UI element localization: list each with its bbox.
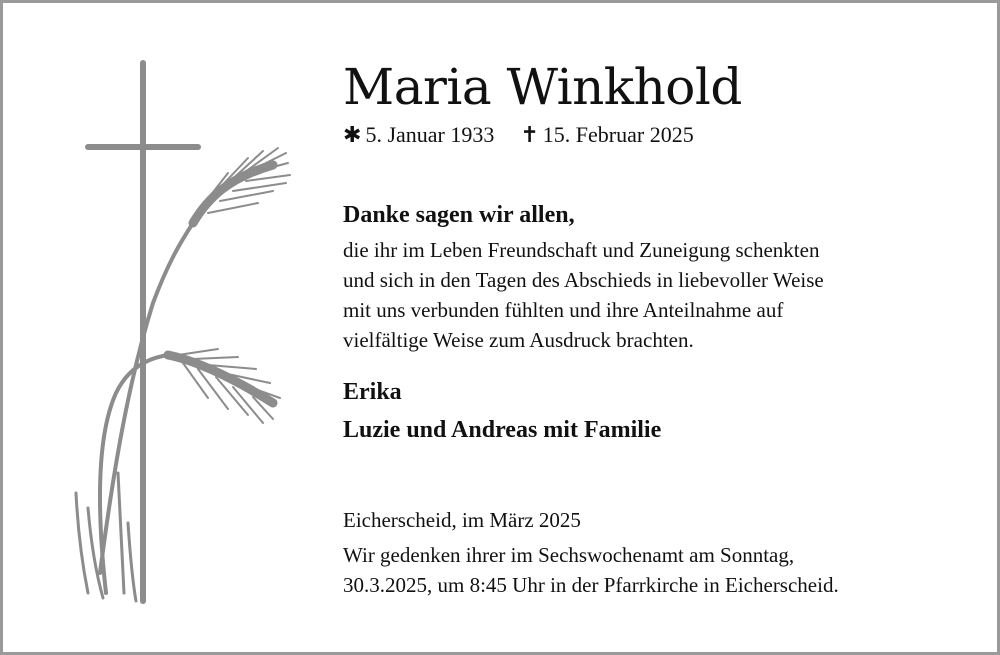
memorial-line: 30.3.2025, um 8:45 Uhr in der Pfarrkirche in Eicherscheid. [343, 573, 839, 597]
death-date: 15. Februar 2025 [542, 122, 694, 147]
thanks-text [343, 235, 983, 355]
thanks-heading: Danke sagen wir allen, [343, 202, 575, 228]
thanks-line: und sich in den Tagen des Abschieds in liebevoller Weise [343, 268, 824, 292]
thanks-line: vielfältige Weise zum Ausdruck brachten. [343, 328, 694, 352]
death-cross-icon: ✝ [520, 122, 539, 147]
thanks-line: mit uns verbunden fühlten und ihre Anteilnahme auf [343, 298, 784, 322]
thanks-line: die ihr im Leben Freundschaft und Zuneigung schenkten [343, 238, 820, 262]
signer-name: Luzie und Andreas mit Familie [343, 417, 662, 443]
signers [343, 373, 661, 449]
memorial-line: Wir gedenken ihrer im Sechswochenamt am Sonntag, [343, 543, 795, 567]
memorial-service-info [343, 540, 839, 600]
deceased-name: Maria Winkhold [343, 58, 742, 116]
birth-date: 5. Januar 1933 [365, 122, 495, 147]
cross-with-wheat-ears-icon [58, 53, 308, 613]
signer-name: Erika [343, 379, 402, 405]
life-dates [343, 121, 694, 149]
place-and-date: Eicherscheid, im März 2025 [343, 508, 581, 532]
birth-star-icon: ✱ [343, 122, 362, 147]
